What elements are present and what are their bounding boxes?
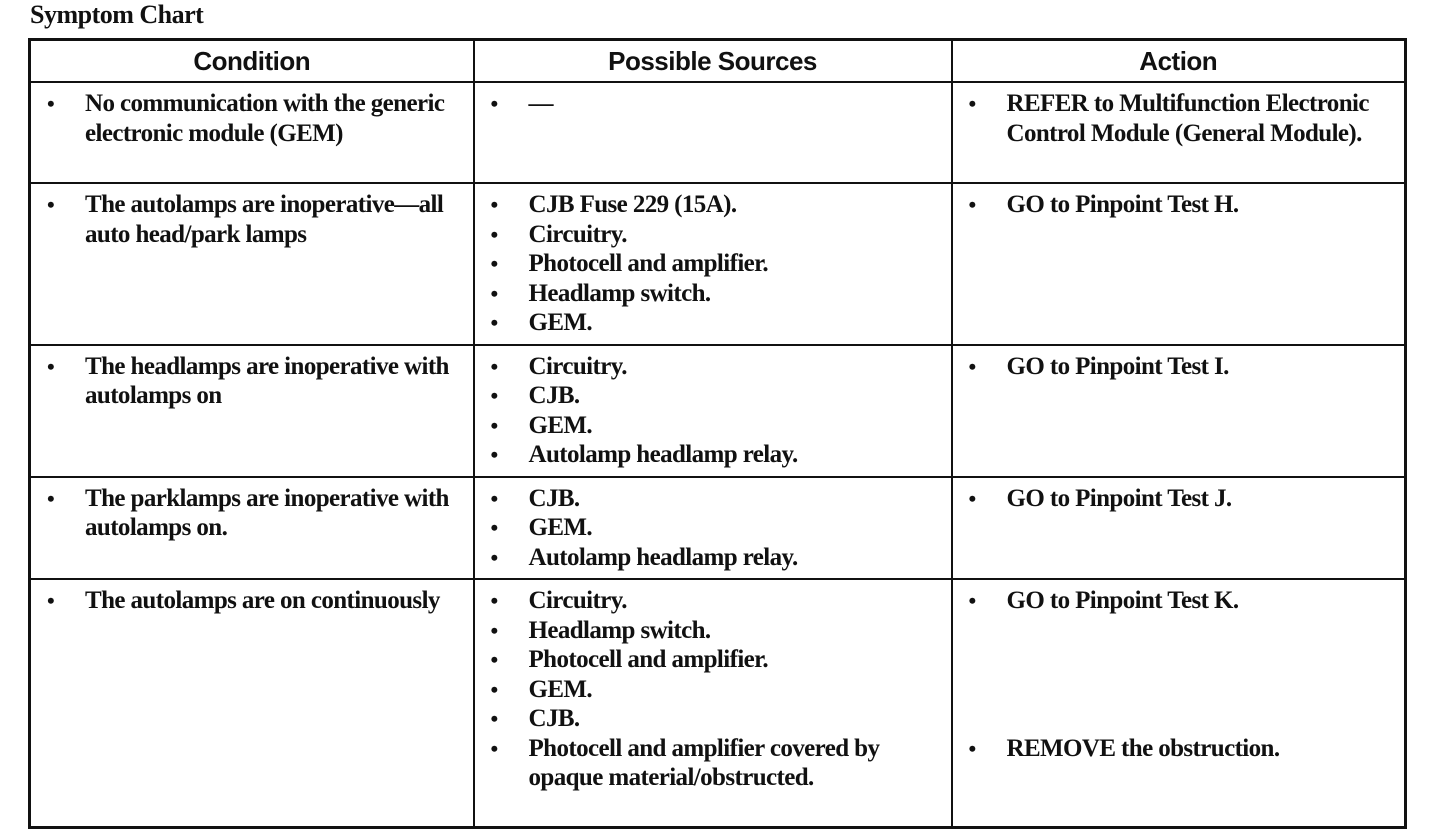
source-text: Circuitry. <box>528 220 627 248</box>
list-item <box>31 484 465 543</box>
condition-text: The parklamps are inoperative with autolamps on. <box>85 484 449 541</box>
list-item <box>475 586 943 616</box>
list-item <box>953 586 1397 616</box>
condition-cell <box>30 579 474 828</box>
list-item <box>475 190 943 220</box>
bullet-icon: • <box>490 735 498 761</box>
source-text: CJB. <box>528 705 580 732</box>
list-item <box>475 279 943 309</box>
source-text: Headlamp switch. <box>528 616 711 644</box>
source-text: Circuitry. <box>528 352 627 380</box>
source-text: Headlamp switch. <box>528 279 711 307</box>
table-row <box>30 82 1406 183</box>
list-item <box>475 616 943 646</box>
symptom-chart-table <box>28 38 1407 829</box>
source-text: Photocell and amplifier. <box>528 250 769 277</box>
condition-cell <box>30 82 474 183</box>
bullet-icon: • <box>490 544 498 570</box>
list-item <box>31 89 465 148</box>
table-header-row <box>30 40 1406 83</box>
source-text: GEM. <box>528 514 593 541</box>
list-item <box>31 190 465 249</box>
action-text: REFER to Multifunction Electronic Control Module (General Module). <box>1006 90 1369 147</box>
condition-cell <box>30 345 474 477</box>
bullet-icon: • <box>968 353 976 379</box>
source-text: — <box>528 90 553 117</box>
source-text: GEM. <box>528 411 593 439</box>
action-text: GO to Pinpoint Test I. <box>1006 352 1229 380</box>
list-item <box>31 586 465 616</box>
list-item <box>475 381 943 411</box>
page-title: Symptom Chart <box>30 0 204 29</box>
bullet-icon: • <box>490 617 498 643</box>
action-cell <box>952 477 1406 580</box>
source-text: GEM. <box>528 309 593 336</box>
header-condition: Condition <box>30 40 474 83</box>
bullet-icon: • <box>490 310 498 335</box>
list-item <box>475 440 943 470</box>
bullet-icon: • <box>490 676 498 702</box>
list-item <box>475 675 943 705</box>
list-item <box>953 734 1397 764</box>
sources-cell <box>474 345 952 477</box>
bullet-icon: • <box>47 588 55 613</box>
list-item <box>953 190 1397 220</box>
bullet-icon: • <box>47 91 55 116</box>
bullet-icon: • <box>968 91 976 116</box>
condition-text: No communication with the generic electronic module (GEM) <box>85 90 445 147</box>
list-item <box>953 352 1397 382</box>
bullet-icon: • <box>490 280 498 306</box>
action-cell <box>952 579 1406 828</box>
bullet-icon: • <box>968 588 976 613</box>
source-text: Autolamp headlamp relay. <box>528 441 798 468</box>
source-text: Autolamp headlamp relay. <box>528 543 798 571</box>
list-item <box>475 308 943 338</box>
bullet-icon: • <box>47 192 55 217</box>
sources-cell <box>474 579 952 828</box>
action-cell <box>952 183 1406 345</box>
table-row <box>30 477 1406 580</box>
bullet-icon: • <box>968 192 976 217</box>
list-item <box>475 645 943 675</box>
condition-cell <box>30 477 474 580</box>
bullet-icon: • <box>490 192 498 217</box>
bullet-icon: • <box>490 515 498 540</box>
bullet-icon: • <box>490 91 498 116</box>
list-item <box>475 734 943 793</box>
list-item <box>953 89 1397 148</box>
source-text: Photocell and amplifier covered by opaque material/obstructed. <box>528 734 880 791</box>
list-item <box>475 411 943 441</box>
action-cell <box>952 82 1406 183</box>
action-text: GO to Pinpoint Test H. <box>1006 191 1239 218</box>
table-row <box>30 579 1406 828</box>
source-text: CJB Fuse 229 (15A). <box>528 191 737 218</box>
list-item <box>475 89 943 119</box>
bullet-icon: • <box>490 706 498 731</box>
action-text: GO to Pinpoint Test K. <box>1006 587 1239 614</box>
list-item <box>475 484 943 514</box>
bullet-icon: • <box>490 588 498 613</box>
list-item <box>475 352 943 382</box>
bullet-icon: • <box>490 412 498 438</box>
action-text: REMOVE the obstruction. <box>1006 734 1280 762</box>
list-item <box>475 513 943 543</box>
header-action: Action <box>952 40 1406 83</box>
bullet-icon: • <box>490 383 498 408</box>
list-item <box>475 249 943 279</box>
bullet-icon: • <box>490 485 498 511</box>
table-row <box>30 183 1406 345</box>
source-text: GEM. <box>528 675 593 703</box>
source-text: Photocell and amplifier. <box>528 646 769 673</box>
condition-text: The autolamps are inoperative—all auto head/park lamps <box>85 191 444 248</box>
bullet-icon: • <box>47 353 55 379</box>
source-text: Circuitry. <box>528 587 627 614</box>
bullet-icon: • <box>490 647 498 672</box>
condition-cell <box>30 183 474 345</box>
header-possible-sources: Possible Sources <box>474 40 952 83</box>
bullet-icon: • <box>968 735 976 761</box>
condition-text: The headlamps are inoperative with autolamps on <box>85 352 449 409</box>
bullet-icon: • <box>968 485 976 511</box>
list-item <box>475 220 943 250</box>
bullet-icon: • <box>490 353 498 379</box>
list-item <box>475 543 943 573</box>
bullet-icon: • <box>47 485 55 511</box>
table-row <box>30 345 1406 477</box>
sources-cell <box>474 82 952 183</box>
condition-text: The autolamps are on continuously <box>85 587 440 614</box>
bullet-icon: • <box>490 442 498 467</box>
source-text: CJB. <box>528 484 580 512</box>
sources-cell <box>474 477 952 580</box>
action-text: GO to Pinpoint Test J. <box>1006 484 1232 512</box>
list-item <box>953 484 1397 514</box>
list-item <box>475 704 943 734</box>
action-cell <box>952 345 1406 477</box>
sources-cell <box>474 183 952 345</box>
bullet-icon: • <box>490 251 498 276</box>
source-text: CJB. <box>528 382 580 409</box>
list-item <box>31 352 465 411</box>
bullet-icon: • <box>490 221 498 247</box>
list-spacer <box>953 616 1397 734</box>
